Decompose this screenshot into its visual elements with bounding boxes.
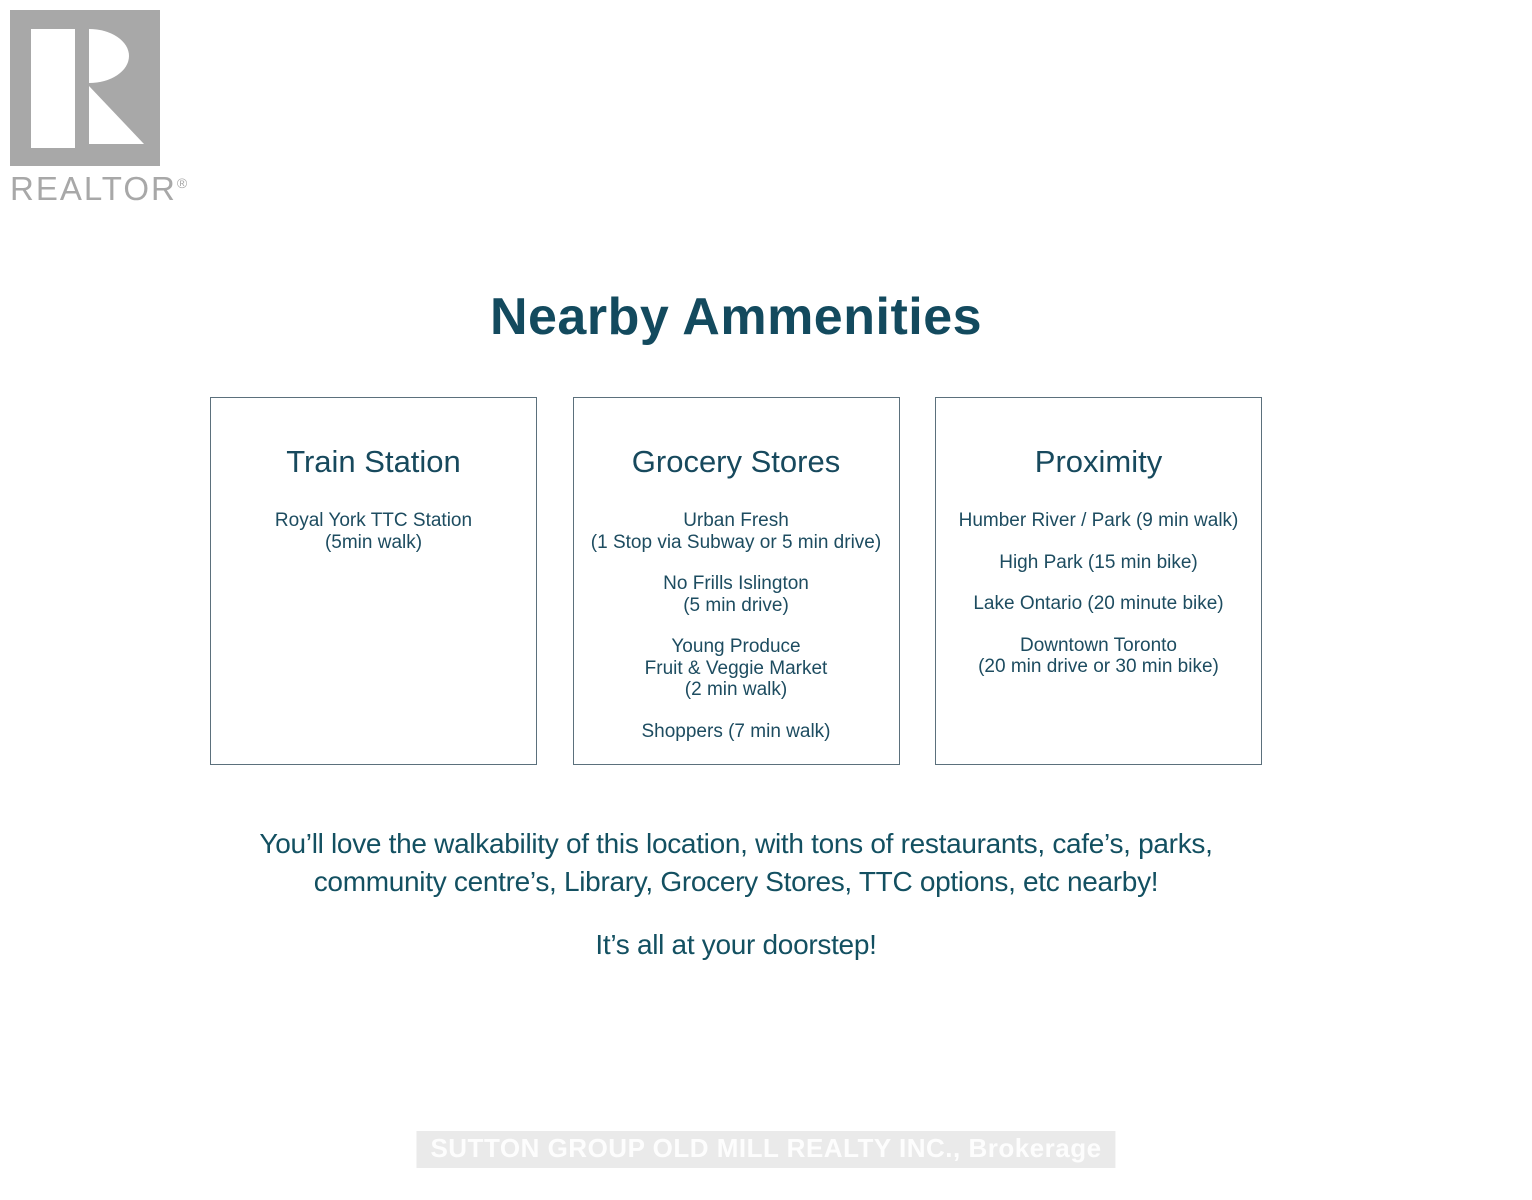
card-item-line: (5 min drive)	[683, 594, 789, 616]
card-item-line: Young Produce	[671, 636, 801, 657]
card-item-line: (5min walk)	[324, 531, 423, 553]
content-column	[210, 0, 1262, 961]
card-item	[574, 636, 899, 701]
brokerage-watermark: SUTTON GROUP OLD MILL REALTY INC., Brokerage	[416, 1131, 1115, 1168]
card-item	[211, 510, 536, 553]
card-item-line: (1 Stop via Subway or 5 min drive)	[590, 531, 882, 553]
card-grocery-stores	[573, 397, 900, 765]
card-item-line: High Park (15 min bike)	[999, 551, 1198, 573]
card-item-line: Urban Fresh	[683, 510, 789, 531]
card-item	[936, 593, 1261, 615]
card-item	[936, 635, 1261, 678]
registered-trademark-symbol: ®	[176, 175, 188, 191]
card-item-line: Lake Ontario (20 minute bike)	[973, 593, 1224, 614]
card-title: Train Station	[286, 444, 461, 479]
card-item-line: (2 min walk)	[684, 679, 788, 700]
paragraph-line: community centre’s, Library, Grocery Stores, TTC options, etc nearby!	[313, 866, 1159, 897]
realtor-wordmark: REALTOR®	[10, 170, 188, 207]
card-title: Proximity	[1034, 444, 1163, 479]
card-item-line: (20 min drive or 30 min bike)	[978, 656, 1219, 677]
card-item	[574, 573, 899, 616]
card-body	[211, 510, 536, 553]
card-item-line: Humber River / Park (9 min walk)	[958, 510, 1239, 531]
amenity-cards-row	[210, 397, 1262, 765]
card-item	[574, 510, 899, 553]
card-item-line: No Frills Islington	[663, 573, 809, 594]
card-item-line: Royal York TTC Station	[274, 510, 473, 531]
card-body	[574, 510, 899, 742]
realtor-block-r-icon	[10, 10, 160, 166]
page-title: Nearby Ammenities	[489, 288, 983, 346]
card-item-line: Shoppers (7 min walk)	[641, 720, 831, 742]
card-item	[574, 721, 899, 743]
card-proximity	[935, 397, 1262, 765]
card-body	[936, 510, 1261, 678]
card-item	[936, 510, 1261, 532]
realtor-logo	[10, 10, 188, 208]
walkability-paragraph	[210, 825, 1262, 901]
card-item-line: Fruit & Veggie Market	[644, 657, 828, 679]
card-title: Grocery Stores	[631, 444, 841, 479]
card-item	[936, 552, 1261, 574]
paragraph-line: You’ll love the walkability of this location, with tons of restaurants, cafe’s, parks,	[259, 828, 1213, 859]
card-train-station	[210, 397, 537, 765]
card-item-line: Downtown Toronto	[1019, 634, 1178, 656]
doorstep-tagline: It’s all at your doorstep!	[595, 929, 877, 960]
